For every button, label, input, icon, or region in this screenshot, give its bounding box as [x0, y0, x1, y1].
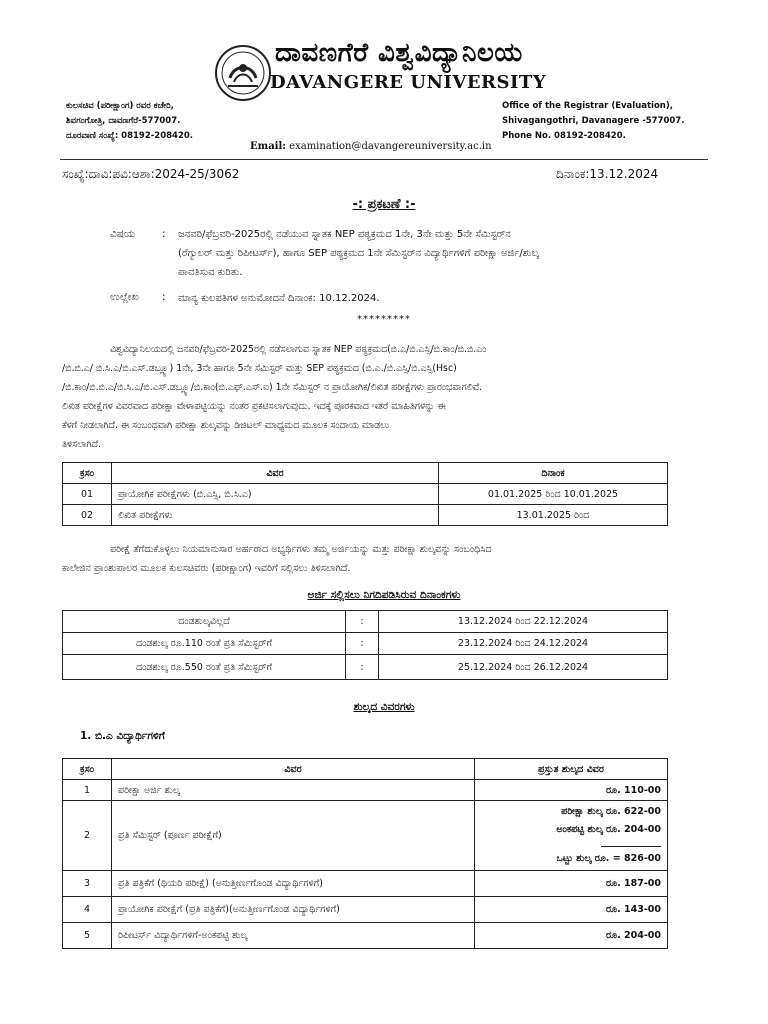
table-cell: ಪ್ರಾಯೋಗಿಕ ಪರೀಕ್ಷೆಗಳು (ಬಿ.ಎಸ್ಸಿ, ಬಿ.ಸಿ.ಎ)	[112, 484, 439, 505]
subject-line: ಜನವರಿ/ಫೆಬ್ರವರಿ-2025ರಲ್ಲಿ ನಡೆಯುವ ಸ್ನಾತಕ NEP ಪಠ್ಯಕ್ರಮದ 1ನೇ, 3ನೇ ಮತ್ತು 5ನೇ ಸೆಮಿಸ್ಟರ್‌ನ	[178, 229, 511, 240]
column-header: ದಿನಾಂಕ	[439, 463, 668, 484]
exam-schedule-table	[62, 462, 668, 526]
address-english	[502, 99, 684, 144]
body-paragraph	[62, 340, 670, 454]
table-cell: 3	[63, 871, 112, 897]
email-label: Email:	[250, 141, 286, 152]
separator-stars: *********	[357, 314, 411, 325]
paragraph-line: ಲಿಖಿತ ಪರೀಕ್ಷೆಗಳ ವಿವರವಾದ ಪರೀಕ್ಷಾ ವೇಳಾಪಟ್ಟಿಯನ್ನು ನಂತರ ಪ್ರಕಟಿಸಲಾಗುವುದು. ಇದಕ್ಕೆ ಪೂರಕವಾದ ಇತರೆ ಮಾಹಿತಿಗಳನ್ನು ಈ	[62, 401, 446, 412]
table-cell: 13.12.2024 ರಿಂದ 22.12.2024	[379, 611, 668, 633]
table-cell: 5	[63, 923, 112, 949]
table-cell: :	[346, 633, 379, 655]
university-name-english: DAVANGERE UNIVERSITY	[270, 72, 547, 93]
table-cell: ಪ್ರತಿ ಸೆಮಿಸ್ಟರ್ (ಪೂರ್ಣ ಪರೀಕ್ಷೆಗೆ)	[112, 801, 475, 871]
table-header-row	[63, 463, 668, 484]
table-cell: 2	[63, 801, 112, 871]
reference-text: ಮಾನ್ಯ ಕುಲಪತಿಗಳ ಅನುಮೋದನೆ ದಿನಾಂಕ: 10.12.2024.	[178, 293, 380, 304]
column-header: ವಿವರ	[112, 759, 475, 780]
table-cell: :	[346, 655, 379, 680]
table-row	[63, 633, 668, 655]
address-line: ಕುಲಸಚಿವ (ಪರೀಕ್ಷಾಂಗ) ರವರ ಕಚೇರಿ,	[66, 101, 174, 111]
table-cell: ಪ್ರಾಯೋಗಿಕ ಪರೀಕ್ಷೆಗೆ (ಪ್ರತಿ ಪತ್ರಿಕೆಗೆ)(ಅನುತ್ತೀರ್ಣಗೊಂಡ ವಿದ್ಯಾರ್ಥಿಗಳಿಗೆ)	[112, 897, 475, 923]
table-cell: :	[346, 611, 379, 633]
deadline-heading: ಅರ್ಜಿ ಸಲ್ಲಿಸಲು ನಿಗದಿಪಡಿಸಿರುವ ದಿನಾಂಕಗಳು	[307, 589, 461, 601]
address-line: Phone No. 08192-208420.	[502, 131, 626, 141]
address-line: Office of the Registrar (Evaluation),	[502, 101, 673, 111]
email-address[interactable]: examination@davangereuniversity.ac.in	[289, 141, 492, 152]
fee-line: ಅಂಕಪಟ್ಟಿ ಶುಲ್ಕ ರೂ. 204-00	[556, 824, 661, 835]
table-row	[63, 923, 668, 949]
table-row	[63, 801, 668, 871]
table-row	[63, 505, 668, 526]
table-cell: 1	[63, 780, 112, 801]
deadline-table	[62, 610, 668, 680]
notice-title: -: ಪ್ರಕಟಣೆ :-	[352, 197, 416, 212]
table-cell: ರೂ. 204-00	[475, 923, 668, 949]
table-cell: 01.01.2025 ರಿಂದ 10.01.2025	[439, 484, 668, 505]
table-cell: ರೂ. 110-00	[475, 780, 668, 801]
subject-line: ಪಾವತಿಸುವ ಕುರಿತು.	[178, 267, 243, 278]
fee-section-label: 1. ಬಿ.ಎ ವಿದ್ಯಾರ್ಥಿಗಳಿಗೆ	[80, 730, 165, 742]
table-row	[63, 655, 668, 680]
paragraph-line: /ಬಿ.ಕಾಂ/ಬಿ.ಬಿ.ಎ/ಬಿ.ಸಿ.ಎ/ಬಿ.ಎಸ್.ಡಬ್ಲ್ಯೂ/ಬಿ.ಕಾಂ(ಬಿ.ಎಫ್.ಎಸ್.ಐ) 1ನೇ ಸೆಮಿಸ್ಟರ್ ನ ಪ್ರಾಯೋಗಿಕ/ಲಿಖಿತ ಪರೀಕ್ಷೆಗಳು ಪ್ರಾರಂಭವಾಗಲಿವೆ.	[62, 382, 483, 393]
total-divider	[601, 846, 661, 847]
university-logo-icon	[214, 44, 272, 102]
header-divider	[60, 159, 708, 160]
table-cell: 01	[63, 484, 112, 505]
table-cell: ಪರೀಕ್ಷಾ ಅರ್ಜಿ ಶುಲ್ಕ	[112, 780, 475, 801]
instruction-paragraph	[62, 540, 670, 578]
fee-breakdown-cell	[475, 801, 668, 871]
reference-number: ಸಂಖ್ಯೆ:ದಾವಿ:ಪವಿ:ಆಶಾ:2024-25/3062	[62, 167, 240, 181]
table-row	[63, 780, 668, 801]
table-cell: ರೂ. 187-00	[475, 871, 668, 897]
table-row	[63, 871, 668, 897]
subject-label: ವಿಷಯ	[110, 228, 136, 240]
column-header: ಕ್ರಸಂ	[63, 463, 112, 484]
table-row	[63, 484, 668, 505]
fee-line: ಪರೀಕ್ಷಾ ಶುಲ್ಕ ರೂ. 622-00	[561, 806, 661, 817]
university-name-kannada: ದಾವಣಗೆರೆ ವಿಶ್ವವಿದ್ಯಾನಿಲಯ	[275, 38, 523, 68]
notice-date: ದಿನಾಂಕ:13.12.2024	[556, 167, 659, 181]
fee-line: ಒಟ್ಟು ಶುಲ್ಕ ರೂ. = 826-00	[556, 853, 661, 864]
paragraph-line: /ಬಿ.ಬಿ.ಎ/ ಬಿ.ಸಿ.ಎ/ಬಿ.ಎಸ್.ಡಬ್ಲ್ಯೂ) 1ನೇ, 3ನೇ ಹಾಗೂ 5ನೇ ಸೆಮಿಸ್ಟರ್ ಮತ್ತು SEP ಪಠ್ಯಕ್ರಮದ (ಬಿ.ಎ./ಬಿ.ಎಸ್ಸಿ/ಬಿ.ಎಸ್ಸಿ(Hsc)	[62, 363, 457, 374]
fee-heading: ಶುಲ್ಕದ ವಿವರಗಳು	[353, 701, 415, 713]
address-line: ಶಿವಗಂಗೋತ್ರಿ, ದಾವಣಗೆರೆ-577007.	[66, 116, 181, 126]
column-header: ಪ್ರಸ್ತುತ ಶುಲ್ಕದ ವಿವರ	[475, 759, 668, 780]
subject-line: (ರೆಗ್ಯುಲರ್ ಮತ್ತು ರಿಪೀಟರ್ಸ್), ಹಾಗೂ SEP ಪಠ್ಯಕ್ರಮದ 1ನೇ ಸೆಮಿಸ್ಟರ್‌ನ ವಿದ್ಯಾರ್ಥಿಗಳಿಗೆ ಪರೀಕ್ಷಾ ಅರ್ಜಿ/ಶುಲ್ಕ	[178, 248, 539, 259]
table-cell: 23.12.2024 ರಿಂದ 24.12.2024	[379, 633, 668, 655]
table-cell: ದಂಡಶುಲ್ಕವಿಲ್ಲದೆ	[63, 611, 346, 633]
table-row	[63, 897, 668, 923]
paragraph-line: ಕಾಲೇಜಿನ ಪ್ರಾಂಶುಪಾಲರ ಮೂಲಕ ಕುಲಸಚಿವರು (ಪರೀಕ್ಷಾಂಗ) ಇವರಿಗೆ ಸಲ್ಲಿಸಲು ತಿಳಿಸಲಾಗಿದೆ.	[62, 563, 351, 574]
table-cell: ದಂಡಶುಲ್ಕ ರೂ.110 ರಂತೆ ಪ್ರತಿ ಸೆಮಿಸ್ಟರ್‌ಗೆ	[63, 633, 346, 655]
table-cell: 4	[63, 897, 112, 923]
paragraph-line: ಪರೀಕ್ಷೆ ತೆಗೆದುಕೊಳ್ಳಲು ನಿಯಮಾನುಸಾರ ಅರ್ಹರಾದ ಅಭ್ಯರ್ಥಿಗಳು ತಮ್ಮ ಅರ್ಜಿಯನ್ನು ಮತ್ತು ಪರೀಕ್ಷಾ ಶುಲ್ಕವನ್ನು ಸಂಬಂಧಿಸಿದ	[110, 544, 492, 555]
address-line: Shivagangothri, Davanagere -577007.	[502, 116, 685, 126]
address-kannada	[66, 99, 193, 144]
column-header: ವಿವರ	[112, 463, 439, 484]
table-cell: ಲಿಖಿತ ಪರೀಕ್ಷೆಗಳು	[112, 505, 439, 526]
reference-colon: :	[162, 291, 166, 303]
table-cell: ದಂಡಶುಲ್ಕ ರೂ.550 ರಂತೆ ಪ್ರತಿ ಸೆಮಿಸ್ಟರ್‌ಗೆ	[63, 655, 346, 680]
table-row	[63, 611, 668, 633]
fee-table	[62, 758, 668, 949]
column-header: ಕ್ರಸಂ	[63, 759, 112, 780]
paragraph-line: ವಿಶ್ವವಿದ್ಯಾನಿಲಯದಲ್ಲಿ ಜನವರಿ/ಫೆಬ್ರವರಿ-2025ರಲ್ಲಿ ನಡೆಸಲಾಗುವ ಸ್ನಾತಕ NEP ಪಠ್ಯಕ್ರಮದ(ಬಿ.ಎ/ಬಿ.ಎಸ್ಸಿ/ಬಿ.ಕಾಂ/ಬಿ.ಬಿ.ಎಂ	[110, 344, 487, 355]
subject-text	[178, 225, 670, 282]
table-cell: ಪ್ರತಿ ಪತ್ರಿಕೆಗೆ (ಥಿಯರಿ ಪರೀಕ್ಷೆ) (ಅನುತ್ತೀರ್ಣಗೊಂಡ ವಿದ್ಯಾರ್ಥಿಗಳಿಗೆ)	[112, 871, 475, 897]
address-line: ದೂರವಾಣಿ ಸಂಖ್ಯೆ: 08192-208420.	[66, 131, 193, 141]
paragraph-line: ಕೆಳಗೆ ನೀಡಲಾಗಿದೆ. ಈ ಸಂಬಂಧವಾಗಿ ಪರೀಕ್ಷಾ ಶುಲ್ಕವನ್ನು ಡಿಜಿಟಲ್ ಮಾಧ್ಯಮದ ಮೂಲಕ ಸಂದಾಯ ಮಾಡಲು	[62, 420, 390, 431]
subject-colon: :	[162, 228, 166, 240]
table-cell: 02	[63, 505, 112, 526]
table-cell: ರೂ. 143-00	[475, 897, 668, 923]
table-cell: ರಿಪೀಟರ್ಸ್ ವಿದ್ಯಾರ್ಥಿಗಳಿಗೆ-ಅಂಕಪಟ್ಟಿ ಶುಲ್ಕ	[112, 923, 475, 949]
paragraph-line: ತಿಳಿಸಲಾಗಿದೆ.	[62, 439, 101, 450]
table-header-row	[63, 759, 668, 780]
table-cell: 25.12.2024 ರಿಂದ 26.12.2024	[379, 655, 668, 680]
reference-label: ಉಲ್ಲೇಖ	[110, 291, 139, 303]
table-cell: 13.01.2025 ರಿಂದ	[439, 505, 668, 526]
email-line	[250, 141, 492, 152]
